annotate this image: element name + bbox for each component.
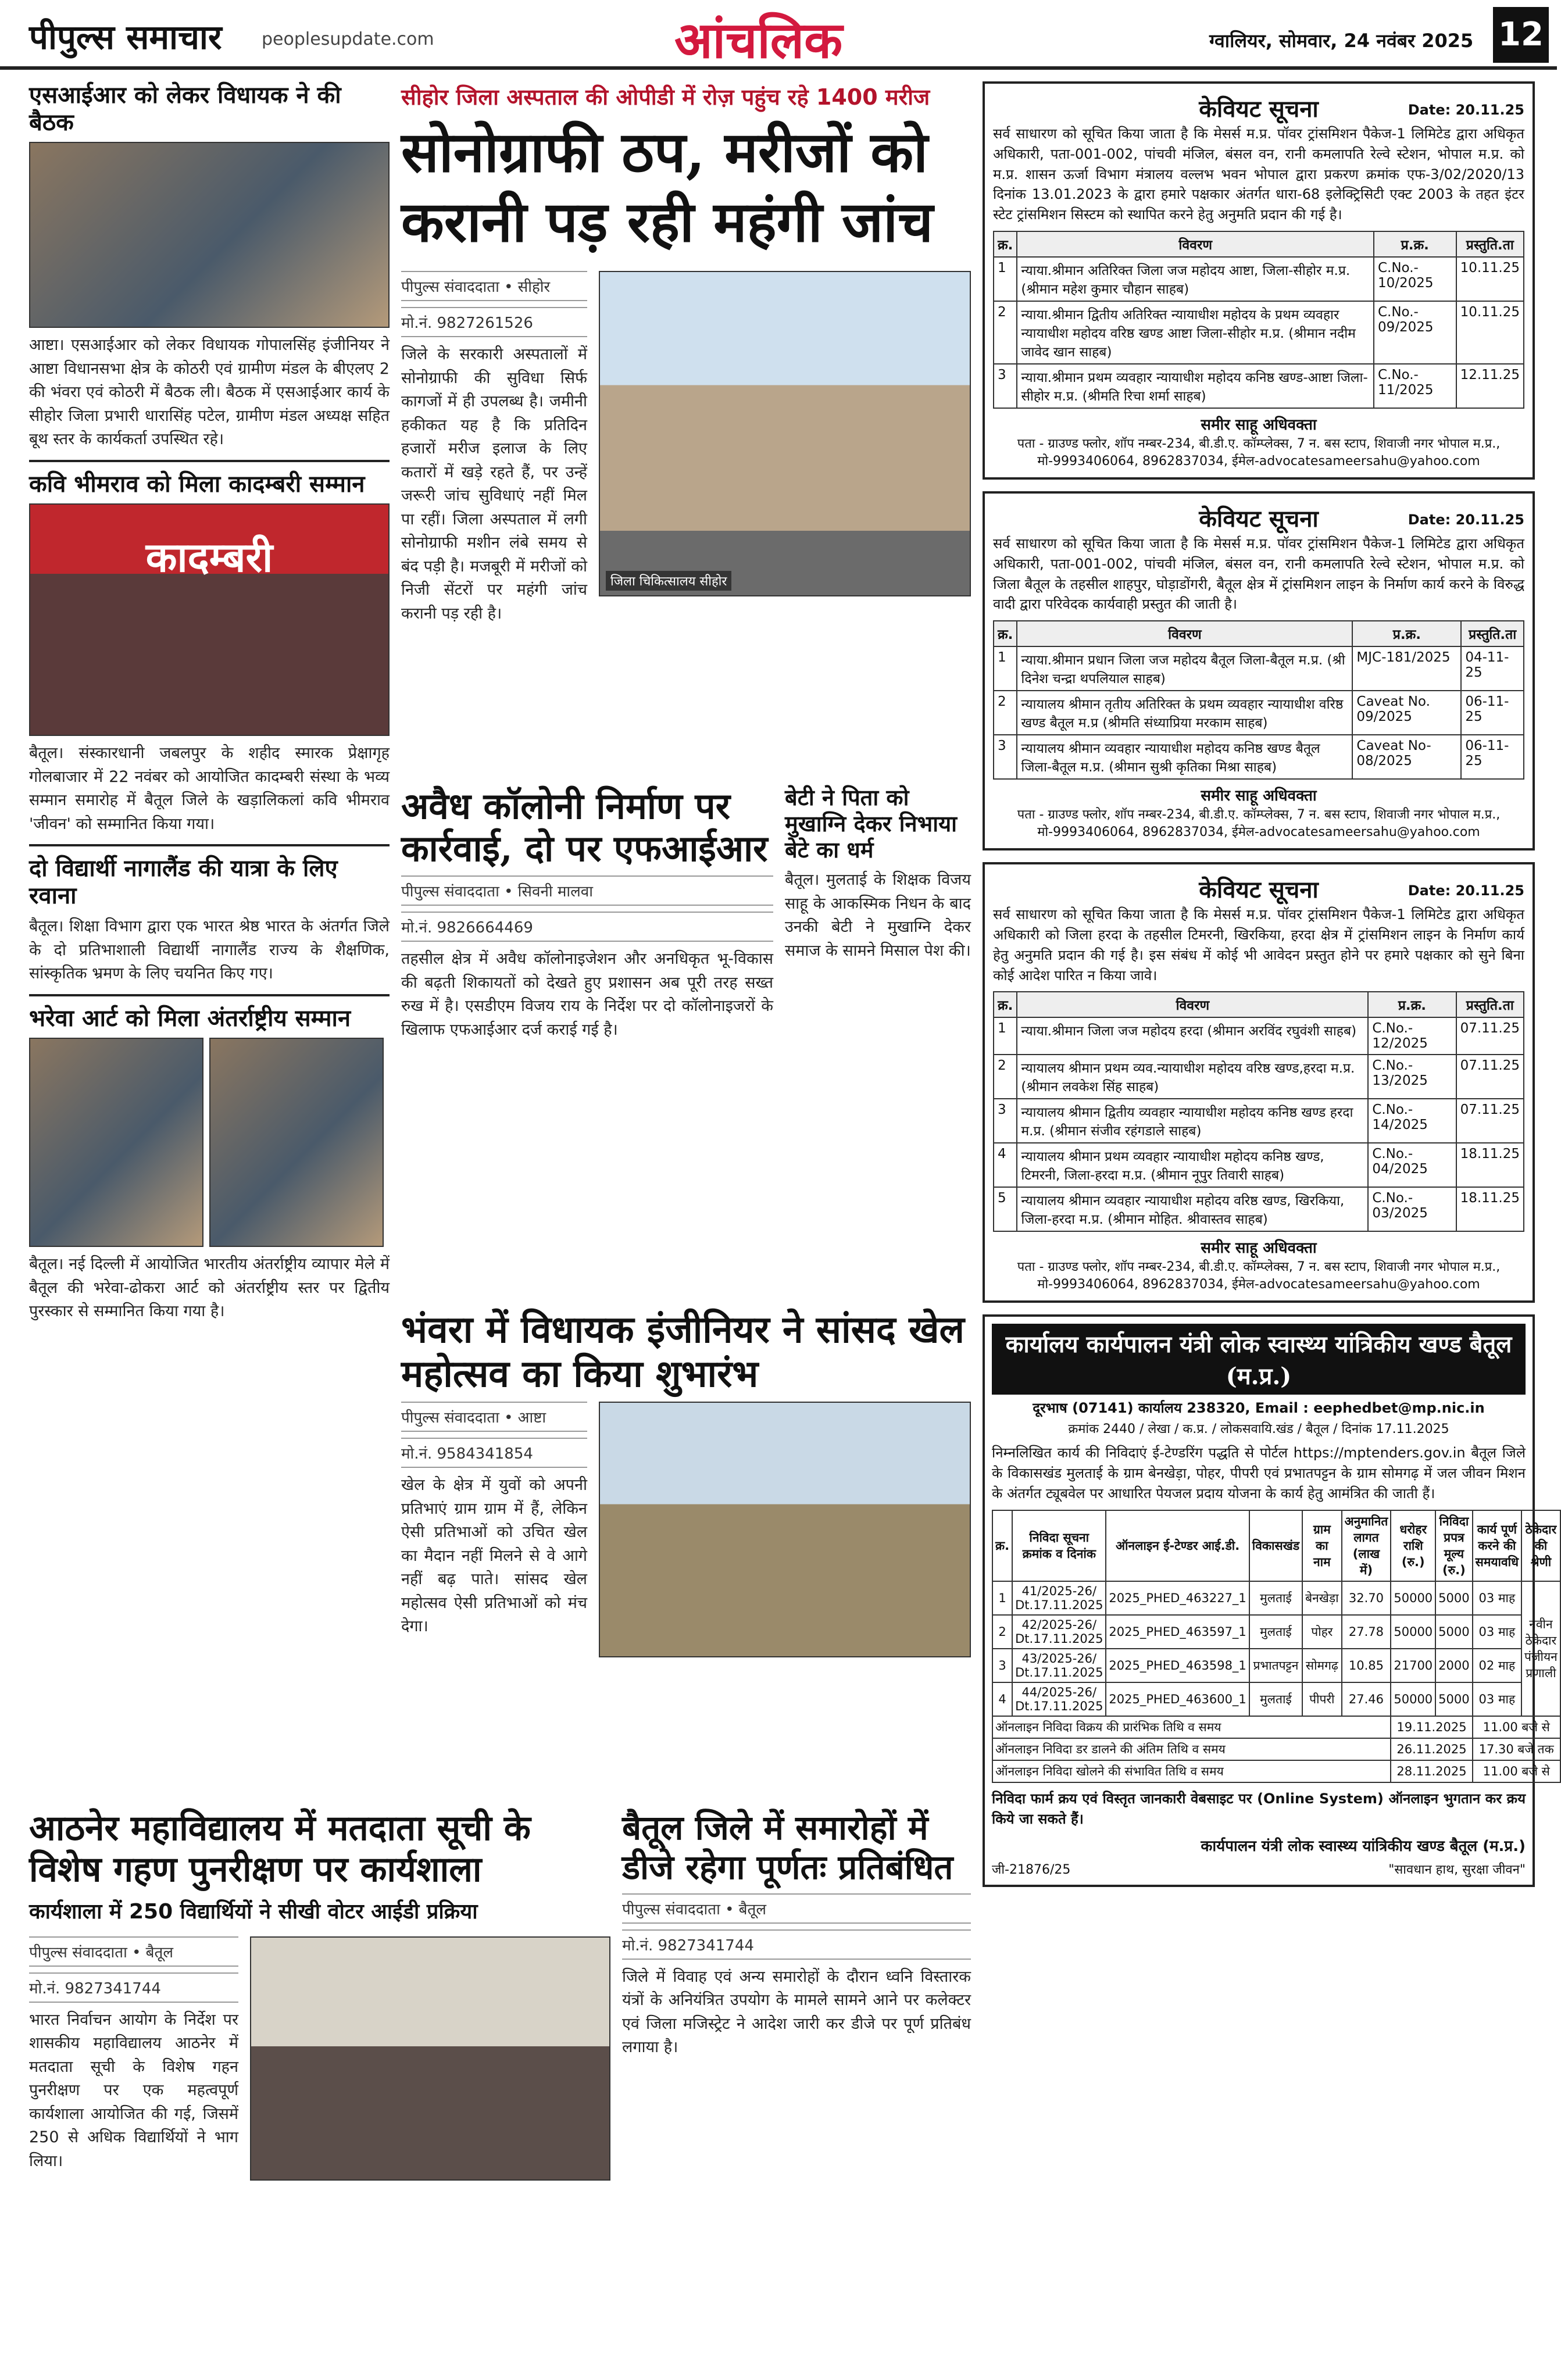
col-header: कार्य पूर्ण करने की समयावधि bbox=[1473, 1510, 1521, 1581]
cell: 50000 bbox=[1391, 1581, 1435, 1615]
cell: मुलताई bbox=[1249, 1581, 1302, 1615]
cell: 5 bbox=[994, 1187, 1017, 1231]
table-row bbox=[994, 301, 1524, 364]
table-row bbox=[992, 1716, 1560, 1738]
story3-body: बैतूल। शिक्षा विभाग द्वारा एक भारत श्रेष्ठ भारत के अंतर्गत जिले के दो प्रतिभाशाली विद्यार्थी नागालैंड राज्य के शैक्षणिक, सांस्कृतिक भ्रमण के लिए चयनित किए गए। bbox=[29, 917, 390, 983]
cell: पोहर bbox=[1302, 1615, 1342, 1649]
college-photo bbox=[250, 1936, 610, 2181]
cell: 2 bbox=[994, 301, 1017, 364]
cell: 26.11.2025 bbox=[1391, 1738, 1472, 1760]
cell: C.No.- 03/2025 bbox=[1368, 1187, 1456, 1231]
khel-headline[interactable]: भंवरा में विधायक इंजीनियर ने सांसद खेल महोत्सव का किया शुभारंभ bbox=[401, 1308, 965, 1396]
cell: 2025_PHED_463227_1 bbox=[1106, 1581, 1249, 1615]
tender-contact[interactable]: दूरभाष (07141) कार्यालय 238320, Email : eephedbet@mp.nic.in bbox=[1033, 1400, 1485, 1417]
col-header: निविदा प्रपत्र मूल्य (रु.) bbox=[1435, 1510, 1472, 1581]
notice-signer: समीर साहू अधिवक्ता bbox=[1201, 1239, 1317, 1257]
col-header: विवरण bbox=[1017, 231, 1374, 257]
cell: ऑनलाइन निविदा विक्रय की प्रारंभिक तिथि व समय bbox=[992, 1716, 1391, 1738]
cell: 02 माह bbox=[1473, 1649, 1521, 1682]
col-header: क्र. bbox=[994, 621, 1017, 646]
cell: न्यायालय श्रीमान प्रथम व्यवहार न्यायाधीश महोदय कनिष्ठ खण्ड, टिमरनी, जिला-हरदा म.प्र. (श्रीमान नूपुर तिवारी साहब) bbox=[1017, 1143, 1368, 1187]
tender-intro: निम्नलिखित कार्य की निविदाएं ई-टेण्डरिंग पद्धति से पोर्टल https://mptenders.gov.in बैतूल जिले के विकासखंड मुलताई के ग्राम बेनखेड़ा, पोहर, पीपरी एवं प्रभातपट्टन के ग्राम सोमगढ़ में जल जीवन मिशन के अंतर्गत ट्यूबवेल पर आधारित पेयजल प्रदाय योजना के कार्य हेतु आमंत्रित की जाती हैं। bbox=[992, 1445, 1526, 1502]
cell: 5000 bbox=[1435, 1581, 1472, 1615]
cell: 3 bbox=[994, 1099, 1017, 1143]
dj-story bbox=[622, 1808, 971, 2343]
cell: न्यायालय श्रीमान प्रथम व्यव.न्यायाधीश महोदय वरिष्ठ खण्ड,हरदा म.प्र. (श्रीमान लवकेश सिंह साहब) bbox=[1017, 1055, 1368, 1099]
cell: 04-11-25 bbox=[1461, 646, 1524, 691]
cell: 18.11.25 bbox=[1456, 1143, 1524, 1187]
cell: न्यायालय श्रीमान व्यवहार न्यायाधीश महोदय वरिष्ठ खण्ड, खिरकिया, जिला-हरदा म.प्र. (श्रीमान मोहित. श्रीवास्तव साहब) bbox=[1017, 1187, 1368, 1231]
cell: 12.11.25 bbox=[1456, 364, 1524, 408]
notice-date: Date: 20.11.25 bbox=[1408, 882, 1524, 899]
story4-body: बैतूल। नई दिल्ली में आयोजित भारतीय अंतर्राष्ट्रीय व्यापार मेले में बैतूल की भरेवा-ढोकरा आर्ट को अंतर्राष्ट्रीय स्तर पर द्वितीय पुरस्कार से सम्मानित किया गया है। bbox=[29, 1255, 390, 1321]
notice-signer: समीर साहू अधिवक्ता bbox=[1201, 787, 1317, 805]
cell: C.No.- 13/2025 bbox=[1368, 1055, 1456, 1099]
cell: 2025_PHED_463598_1 bbox=[1106, 1649, 1249, 1682]
notice-signer: समीर साहू अधिवक्ता bbox=[1201, 416, 1317, 434]
beti-headline[interactable]: बेटी ने पिता को मुखाग्नि देकर निभाया बेटे का धर्म bbox=[785, 784, 957, 863]
hospital-sign: जिला चिकित्सालय सीहोर bbox=[606, 571, 731, 591]
table-row bbox=[992, 1682, 1560, 1716]
table-row bbox=[994, 735, 1524, 779]
colony-story bbox=[401, 785, 773, 1296]
colony-headline[interactable]: अवैध कॉलोनी निर्माण पर कार्रवाई, दो पर एफआईआर bbox=[401, 785, 768, 870]
table-row bbox=[992, 1581, 1560, 1615]
cell: 3 bbox=[994, 364, 1017, 408]
tender-notice bbox=[983, 1314, 1558, 1887]
cell: 03 माह bbox=[1473, 1581, 1521, 1615]
table-row bbox=[994, 1017, 1524, 1055]
tender-slogan: "सावधान हाथ, सुरक्षा जीवन" bbox=[1388, 1863, 1526, 1878]
cell: न्याया.श्रीमान प्रधान जिला जज महोदय बैतूल जिला-बैतूल म.प्र. (श्री दिनेश चन्द्रा थपलियाल साहब) bbox=[1017, 646, 1352, 691]
cell: 4 bbox=[992, 1682, 1012, 1716]
col-header: प्रस्तुति.ता bbox=[1456, 992, 1524, 1017]
cell: 1 bbox=[992, 1581, 1012, 1615]
col-header: ग्राम का नाम bbox=[1302, 1510, 1342, 1581]
cell: 2 bbox=[992, 1615, 1012, 1649]
cell: न्याया.श्रीमान अतिरिक्त जिला जज महोदय आष्टा, जिला-सीहोर म.प्र. (श्रीमान महेश कुमार चौहान साहब) bbox=[1017, 257, 1374, 301]
col-header: प्रस्तुति.ता bbox=[1461, 621, 1524, 646]
story4-headline[interactable]: भरेवा आर्ट को मिला अंतर्राष्ट्रीय सम्मान bbox=[29, 1004, 351, 1032]
cell: 42/2025-26/ Dt.17.11.2025 bbox=[1012, 1615, 1106, 1649]
cell: 11.00 बजे से bbox=[1473, 1716, 1560, 1738]
tender-title: कार्यालय कार्यपालन यंत्री लोक स्वास्थ्य यांत्रिकीय खण्ड बैतूल (म.प्र.) bbox=[992, 1324, 1526, 1395]
story4-photo-right bbox=[209, 1038, 384, 1247]
cell: 27.46 bbox=[1342, 1682, 1391, 1716]
cell: C.No.- 11/2025 bbox=[1374, 364, 1456, 408]
banner-text: कादम्बरी bbox=[145, 533, 273, 582]
dj-mobile: मो.नं. 9827341744 bbox=[622, 1929, 971, 1960]
tender-note: निविदा फार्म क्रय एवं विस्तृत जानकारी वेबसाइट पर (Online System) ऑनलाइन भुगतान कर क्रय किये जा सकते हैं। bbox=[992, 1790, 1526, 1827]
beti-body: बैतूल। मुलताई के शिक्षक विजय साहू के आकस्मिक निधन के बाद उनकी बेटी ने मुखाग्नि देकर समाज के सामने मिसाल पेश की। bbox=[785, 871, 971, 960]
lead-story bbox=[401, 81, 971, 773]
cell: C.No.- 09/2025 bbox=[1374, 301, 1456, 364]
divider bbox=[29, 844, 390, 846]
college-mobile: मो.नं. 9827341744 bbox=[29, 1972, 238, 2003]
cell: 44/2025-26/ Dt.17.11.2025 bbox=[1012, 1682, 1106, 1716]
notice-text: सर्व साधारण को सूचित किया जाता है कि मेसर्स म.प्र. पॉवर ट्रांसमिशन पैकेज-1 लिमिटेड द्वारा अधिकृत अधिकारी, पता-001-002, पांचवी मंजिल, बंसल वन, रानी कमलापति रेल्वे स्टेशन, भोपाल म.प्र. को म.प्र. शासन ऊर्जा विभाग मंत्रालय वल्लभ भवन भोपाल द्वारा प्रकरण क्रमांक एफ-3/02/2020/13 दिनांक 13.01.2023 के द्वारा हमारे पक्षकार अंतर्गत धारा-68 इलेक्ट्रिसिटी एक्ट 2003 के तहत इंटर स्टेट ट्रांसमिशन सिस्टम को स्थापित करने हेतु अनुमति प्रदान की गई है। bbox=[993, 126, 1524, 223]
cell: MJC-181/2025 bbox=[1352, 646, 1461, 691]
dateline: ग्वालियर, सोमवार, 24 नवंबर 2025 bbox=[1209, 30, 1474, 52]
table-row bbox=[994, 1099, 1524, 1143]
dj-byline: पीपुल्स संवाददाता • बैतूल bbox=[622, 1893, 971, 1924]
col-header: प्रस्तुति.ता bbox=[1456, 231, 1524, 257]
story1-photo bbox=[29, 142, 390, 328]
cell: 4 bbox=[994, 1143, 1017, 1187]
newspaper-brand[interactable]: पीपुल्स समाचार bbox=[29, 17, 222, 57]
left-column bbox=[29, 81, 390, 1796]
dj-body: जिले में विवाह एवं अन्य समारोहों के दौरान ध्वनि विस्तारक यंत्रों के अनियंत्रित उपयोग के मामले सामने आने पर कलेक्टर एवं जिला मजिस्ट्रेट ने आदेश जारी कर डीजे पर पूर्ण प्रतिबंध लगाया है। bbox=[622, 1967, 971, 2057]
cell: 3 bbox=[992, 1649, 1012, 1682]
colony-byline: पीपुल्स संवाददाता • सिवनी मालवा bbox=[401, 875, 773, 906]
col-header: प्र.क्र. bbox=[1352, 621, 1461, 646]
khel-mobile: मो.नं. 9584341854 bbox=[401, 1438, 587, 1468]
khel-byline: पीपुल्स संवाददाता • आष्टा bbox=[401, 1402, 587, 1432]
tender-code: जी-21876/25 bbox=[992, 1863, 1071, 1878]
cell: 2025_PHED_463600_1 bbox=[1106, 1682, 1249, 1716]
cell: 43/2025-26/ Dt.17.11.2025 bbox=[1012, 1649, 1106, 1682]
story4-photos bbox=[29, 1032, 390, 1253]
college-story bbox=[29, 1808, 610, 2343]
khel-story bbox=[401, 1308, 971, 1802]
colony-body: तहसील क्षेत्र में अवैध कॉलोनाइजेशन और अनधिकृत भू-विकास की बढ़ती शिकायतों को देखते हुए प्रशासन अब पूरी तरह सख्त रुख में है। एसडीएम विजय राय के निर्देश पर दो कॉलोनाइजरों के खिलाफ एफआईआर दर्ज कराई गई है। bbox=[401, 950, 773, 1039]
right-column bbox=[983, 81, 1558, 2343]
caveat-notice bbox=[983, 491, 1535, 850]
caveat-notice bbox=[983, 81, 1535, 480]
cell: न्यायालय श्रीमान तृतीय अतिरिक्त के प्रथम व्यवहार न्यायाधीश वरिष्ठ खण्ड बैतूल म.प्र (श्रीमति संध्याप्रिया मरकाम साहब) bbox=[1017, 691, 1352, 735]
masthead bbox=[0, 0, 1557, 70]
table-row bbox=[994, 691, 1524, 735]
lead-body: जिले के सरकारी अस्पतालों में सोनोग्राफी की सुविधा सिर्फ कागजों में ही उपलब्ध है। जमीनी हकीकत यह है कि प्रतिदिन हजारों मरीज इलाज के लिए कतारों में खड़े रहते हैं, पर उन्हें जरूरी जांच सुविधाएं नहीं मिल पा रहीं। जिला अस्पताल में लगी सोनोग्राफी मशीन लंबे समय से बंद पड़ी है। मजबूरी में मरीजों को निजी सेंटरों पर महंगी जांच करानी पड़ रही है। bbox=[401, 345, 587, 623]
table-row bbox=[994, 1187, 1524, 1231]
story3-headline[interactable]: दो विद्यार्थी नागालैंड की यात्रा के लिए रवाना bbox=[29, 855, 338, 910]
khel-body: खेल के क्षेत्र में युवों को अपनी प्रतिभाएं ग्राम ग्राम में हैं, लेकिन ऐसी प्रतिभाओं को उचित खेल का मैदान नहीं मिलने से वे आगे नहीं बढ़ पाते। सांसद खेल महोत्सव ऐसी प्रतिभाओं को मंच देगा। bbox=[401, 1476, 587, 1636]
cell: 17.30 बजे तक bbox=[1473, 1738, 1560, 1760]
website-link[interactable]: peoplesupdate.com bbox=[262, 29, 434, 49]
caveat-notice bbox=[983, 862, 1535, 1303]
college-subhead: कार्यशाला में 250 विद्यार्थियों ने सीखी वोटर आईडी प्रक्रिया bbox=[29, 1899, 478, 1924]
notice-title: केवियट सूचना bbox=[1199, 876, 1319, 904]
cell: न्यायालय श्रीमान व्यवहार न्यायाधीश महोदय कनिष्ठ खण्ड बैतूल जिला-बैतूल म.प्र. (श्रीमान सुश्री कृतिका मिश्रा साहब) bbox=[1017, 735, 1352, 779]
col-header: अनुमानित लागत (लाख में) bbox=[1342, 1510, 1391, 1581]
cell: C.No.- 14/2025 bbox=[1368, 1099, 1456, 1143]
col-header: क्र. bbox=[994, 231, 1017, 257]
table-row bbox=[994, 1143, 1524, 1187]
cell: ऑनलाइन निविदा डर डालने की अंतिम तिथि व समय bbox=[992, 1738, 1391, 1760]
cell: 07.11.25 bbox=[1456, 1017, 1524, 1055]
section-title: आंचलिक bbox=[674, 11, 843, 70]
cell: 21700 bbox=[1391, 1649, 1435, 1682]
college-headline[interactable]: आठनेर महाविद्यालय में मतदाता सूची के विशेष गहण पुनरीक्षण पर कार्यशाला bbox=[29, 1808, 531, 1890]
cell: C.No.- 12/2025 bbox=[1368, 1017, 1456, 1055]
cell: प्रभातपट्टन bbox=[1249, 1649, 1302, 1682]
dj-headline[interactable]: बैतूल जिले में समारोहों में डीजे रहेगा पूर्णतः प्रतिबंधित bbox=[622, 1808, 953, 1888]
cell: बेनखेड़ा bbox=[1302, 1581, 1342, 1615]
cell: 1 bbox=[994, 257, 1017, 301]
cell: 50000 bbox=[1391, 1682, 1435, 1716]
cell: मुलताई bbox=[1249, 1682, 1302, 1716]
notice-title: केवियट सूचना bbox=[1199, 505, 1319, 533]
page-number: 12 bbox=[1493, 7, 1549, 63]
divider bbox=[29, 994, 390, 996]
cell: 2000 bbox=[1435, 1649, 1472, 1682]
notice-table bbox=[993, 231, 1524, 409]
col-header: धरोहर राशि (रु.) bbox=[1391, 1510, 1435, 1581]
col-header: क्र. bbox=[994, 992, 1017, 1017]
cell: सोमगढ़ bbox=[1302, 1649, 1342, 1682]
col-header: विकासखंड bbox=[1249, 1510, 1302, 1581]
col-header: प्र.क्र. bbox=[1368, 992, 1456, 1017]
table-row bbox=[992, 1738, 1560, 1760]
cell: 07.11.25 bbox=[1456, 1055, 1524, 1099]
tender-ref: क्रमांक 2440 / लेखा / क.प्र. / लोकसवायि.खंड / बैतूल / दिनांक 17.11.2025 bbox=[1068, 1422, 1449, 1437]
cell: C.No.- 04/2025 bbox=[1368, 1143, 1456, 1187]
cell: 3 bbox=[994, 735, 1017, 779]
lead-mobile: मो.नं. 9827261526 bbox=[401, 307, 587, 337]
cell: 28.11.2025 bbox=[1391, 1760, 1472, 1782]
cell: न्याया.श्रीमान प्रथम व्यवहार न्यायाधीश महोदय कनिष्ठ खण्ड-आष्टा जिला-सीहोर म.प्र. (श्रीमति रिचा शर्मा साहब) bbox=[1017, 364, 1374, 408]
story4-photo-left bbox=[29, 1038, 203, 1247]
cell: 10.11.25 bbox=[1456, 257, 1524, 301]
notice-text: सर्व साधारण को सूचित किया जाता है कि मेसर्स म.प्र. पॉवर ट्रांसमिशन पैकेज-1 लिमिटेड द्वारा अधिकृत अधिकारी को जिला हरदा के तहसील टिमरनी, खिरकिया, हरदा क्षेत्र में ट्रांसमिशन लाइन के निर्माण कार्य हेतु अनुमति प्रदान की गई है। इस संबंध में कोई भी आवेदन प्रस्तुत होने पर हमारे पक्षकार को सुने बिना कोई आदेश पारित न किया जावे। bbox=[993, 906, 1524, 984]
story2-body: बैतूल। संस्कारधानी जबलपुर के शहीद स्मारक प्रेक्षागृह गोलबाजार में 22 नवंबर को आयोजित कादम्बरी संस्था के भव्य सम्मान समारोह में बैतूल जिले के खड़ालिकलां कवि भीमराव 'जीवन' को सम्मानित किया गया। bbox=[29, 744, 390, 833]
story1-headline[interactable]: एसआईआर को लेकर विधायक ने की बैठक bbox=[29, 81, 341, 137]
cell: 2 bbox=[994, 691, 1017, 735]
college-byline: पीपुल्स संवाददाता • बैतूल bbox=[29, 1936, 238, 1967]
cell: 32.70 bbox=[1342, 1581, 1391, 1615]
cell: 18.11.25 bbox=[1456, 1187, 1524, 1231]
col-header: निविदा सूचना क्रमांक व दिनांक bbox=[1012, 1510, 1106, 1581]
notice-title: केवियट सूचना bbox=[1199, 95, 1319, 123]
cell: 03 माह bbox=[1473, 1615, 1521, 1649]
cell: 10.85 bbox=[1342, 1649, 1391, 1682]
notice-text: सर्व साधारण को सूचित किया जाता है कि मेसर्स म.प्र. पॉवर ट्रांसमिशन पैकेज-1 लिमिटेड द्वारा अधिकृत अधिकारी, पता-001-002, पांचवी मंजिल, बंसल वन, रानी कमलापति रेल्वे स्टेशन, भोपाल म.प्र. को जिला बैतूल के तहसील शाहपुर, घोड़ाडोंगरी, बैतूल क्षेत्र में ट्रांसमिशन लाइन के निर्माण कार्य करने के विरुद्ध वादी द्वारा परिवेदक कार्यवाही प्रस्तुत की जाती है। bbox=[993, 535, 1524, 613]
notice-table bbox=[993, 620, 1524, 780]
story2-headline[interactable]: कवि भीमराव को मिला कादम्बरी सम्मान bbox=[29, 470, 365, 498]
cell: 27.78 bbox=[1342, 1615, 1391, 1649]
col-header: विवरण bbox=[1017, 992, 1368, 1017]
col-header: ठेकेदार की श्रेणी bbox=[1521, 1510, 1560, 1581]
cell: 2025_PHED_463597_1 bbox=[1106, 1615, 1249, 1649]
notice-address: पता - ग्राउण्ड फ्लोर, शॉप नम्बर-234, बी.डी.ए. कॉम्प्लेक्स, 7 न. बस स्टाप, शिवाजी नगर भोपाल म.प्र., मो-9993406064, 8962837034, ईमेल-advocatesameersahu@yahoo.com bbox=[1017, 436, 1501, 469]
cell: न्यायालय श्रीमान द्वितीय व्यवहार न्यायाधीश महोदय कनिष्ठ खण्ड हरदा म.प्र. (श्रीमान संजीव रहंगडाले साहब) bbox=[1017, 1099, 1368, 1143]
lead-headline[interactable]: सोनोग्राफी ठप, मरीजों को करानी पड़ रही महंगी जांच bbox=[401, 119, 934, 255]
college-body: भारत निर्वाचन आयोग के निर्देश पर शासकीय महाविद्यालय आठनेर में मतदाता सूची के विशेष गहन पुनरीक्षण पर एक महत्वपूर्ण कार्यशाला आयोजित की गई, जिसमें 250 से अधिक विद्यार्थियों ने भाग लिया। bbox=[29, 2010, 238, 2170]
cell: ऑनलाइन निविदा खोलने की संभावित तिथि व समय bbox=[992, 1760, 1391, 1782]
table-row bbox=[994, 1055, 1524, 1099]
colony-mobile: मो.नं. 9826664469 bbox=[401, 912, 773, 942]
col-header: विवरण bbox=[1017, 621, 1352, 646]
lead-byline: पीपुल्स संवाददाता • सीहोर bbox=[401, 271, 587, 301]
table-row bbox=[994, 646, 1524, 691]
lead-kicker: सीहोर जिला अस्पताल की ओपीडी में रोज़ पहुंच रहे 1400 मरीज bbox=[401, 84, 930, 110]
col-header: ऑनलाइन ई-टेण्डर आई.डी. bbox=[1106, 1510, 1249, 1581]
cell: 03 माह bbox=[1473, 1682, 1521, 1716]
cell: 1 bbox=[994, 646, 1017, 691]
cell: 5000 bbox=[1435, 1682, 1472, 1716]
col-header: प्र.क्र. bbox=[1374, 231, 1456, 257]
cell: 19.11.2025 bbox=[1391, 1716, 1472, 1738]
cell: C.No.- 10/2025 bbox=[1374, 257, 1456, 301]
cell: 1 bbox=[994, 1017, 1017, 1055]
story1-body: आष्टा। एसआईआर को लेकर विधायक गोपालसिंह इंजीनियर ने आष्टा विधानसभा क्षेत्र के कोठरी एवं ग्रामीण मंडल के बीएलए 2 की भंवरा एवं कोठरी में बैठक ली। बैठक में एसआईआर कार्य के सीहोर जिला प्रभारी धारासिंह पटेल, ग्रामीण मंडल अध्यक्ष सहित बूथ स्तर के कार्यकर्ता उपस्थित रहे। bbox=[29, 336, 390, 449]
cell: 5000 bbox=[1435, 1615, 1472, 1649]
cell: Caveat No- 08/2025 bbox=[1352, 735, 1461, 779]
notice-date: Date: 20.11.25 bbox=[1408, 511, 1524, 528]
cell: 07.11.25 bbox=[1456, 1099, 1524, 1143]
tender-table bbox=[992, 1510, 1561, 1783]
cell: 06-11-25 bbox=[1461, 735, 1524, 779]
story2-photo bbox=[29, 503, 390, 736]
beti-story bbox=[785, 785, 971, 1296]
hospital-photo bbox=[599, 271, 971, 596]
col-header: क्र. bbox=[992, 1510, 1012, 1581]
table-row bbox=[992, 1649, 1560, 1682]
khel-photo bbox=[599, 1402, 971, 1657]
table-row bbox=[992, 1760, 1560, 1782]
cell: 10.11.25 bbox=[1456, 301, 1524, 364]
cell: नवीन ठेकेदार पंजीयन प्रणाली bbox=[1521, 1581, 1560, 1716]
cell: न्याया.श्रीमान जिला जज महोदय हरदा (श्रीमान अरविंद रघुवंशी साहब) bbox=[1017, 1017, 1368, 1055]
notice-date: Date: 20.11.25 bbox=[1408, 102, 1524, 118]
table-row bbox=[994, 257, 1524, 301]
divider bbox=[29, 460, 390, 462]
cell: 41/2025-26/ Dt.17.11.2025 bbox=[1012, 1581, 1106, 1615]
cell: 06-11-25 bbox=[1461, 691, 1524, 735]
cell: 2 bbox=[994, 1055, 1017, 1099]
notice-address: पता - ग्राउण्ड फ्लोर, शॉप नम्बर-234, बी.डी.ए. कॉम्प्लेक्स, 7 न. बस स्टाप, शिवाजी नगर भोपाल म.प्र., मो-9993406064, 8962837034, ईमेल-advocatesameersahu@yahoo.com bbox=[1017, 807, 1501, 840]
notice-table bbox=[993, 991, 1524, 1232]
table-row bbox=[992, 1615, 1560, 1649]
tender-signer: कार्यपालन यंत्री लोक स्वास्थ्य यांत्रिकीय खण्ड बैतूल (म.प्र.) bbox=[1201, 1838, 1526, 1856]
notice-address: पता - ग्राउण्ड फ्लोर, शॉप नम्बर-234, बी.डी.ए. कॉम्प्लेक्स, 7 न. बस स्टाप, शिवाजी नगर भोपाल म.प्र., मो-9993406064, 8962837034, ईमेल-advocatesameersahu@yahoo.com bbox=[1017, 1260, 1501, 1292]
cell: 11.00 बजे से bbox=[1473, 1760, 1560, 1782]
cell: 50000 bbox=[1391, 1615, 1435, 1649]
cell: मुलताई bbox=[1249, 1615, 1302, 1649]
cell: न्याया.श्रीमान द्वितीय अतिरिक्त न्यायाधीश महोदय के प्रथम व्यवहार न्यायाधीश महोदय वरिष्ठ खण्ड आष्टा जिला-सीहोर म.प्र. (श्रीमान नदीम जावेद खान साहब) bbox=[1017, 301, 1374, 364]
cell: पीपरी bbox=[1302, 1682, 1342, 1716]
cell: Caveat No. 09/2025 bbox=[1352, 691, 1461, 735]
table-row bbox=[994, 364, 1524, 408]
